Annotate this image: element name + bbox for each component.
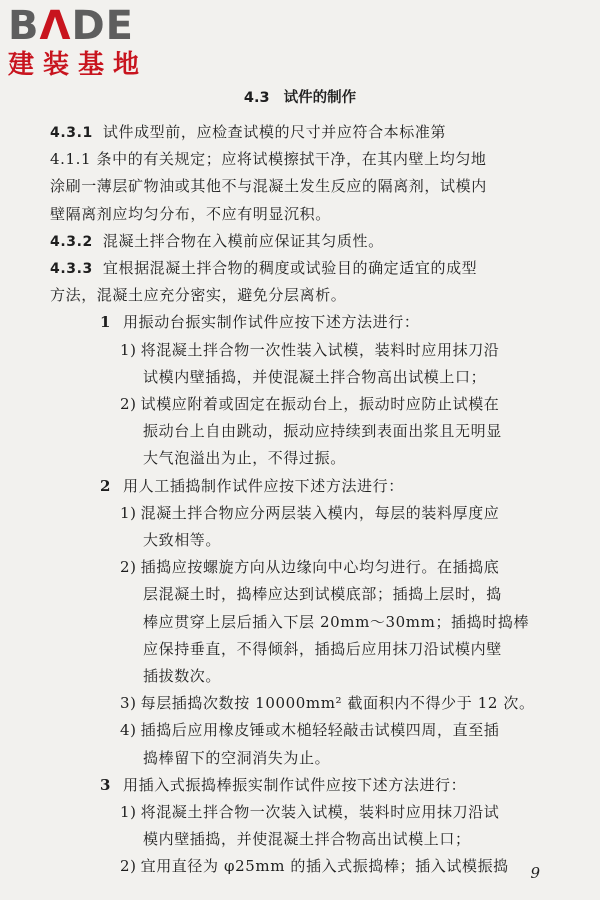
text-line: [100, 775, 466, 795]
sub-item-number: 2): [120, 395, 137, 413]
text-line: [120, 693, 535, 713]
line-text: 插捣后应用橡皮锤或木槌轻轻敲击试模四周，直至插: [140, 721, 500, 739]
line-text: 涂刷一薄层矿物油或其他不与混凝土发生反应的隔离剂，试模内: [50, 177, 487, 195]
text-line: [50, 149, 487, 169]
line-text: 大致相等。: [143, 531, 222, 549]
line-text: 用人工插捣制作试件应按下述方法进行：: [123, 477, 404, 495]
text-line: [143, 666, 221, 686]
text-line: [100, 312, 419, 332]
text-line: [120, 503, 499, 523]
sub-item-number: 1): [120, 341, 137, 359]
line-text: 4.1.1 条中的有关规定；应将试模擦拭干净，在其内壁上均匀地: [50, 150, 487, 168]
clause-number: 4.3.1: [50, 125, 93, 141]
text-line: [143, 639, 502, 659]
text-line: [120, 802, 499, 822]
logo-wordmark: BΛDE: [8, 3, 134, 49]
clause-number: 4.3.3: [50, 261, 93, 277]
text-line: [50, 204, 331, 224]
text-line: [143, 448, 346, 468]
line-text: 混凝土拌合物应分两层装入模内，每层的装料厚度应: [140, 504, 500, 522]
section-title: 试件的制作: [283, 90, 357, 106]
item-number: 1: [100, 313, 112, 331]
text-line: [50, 258, 477, 279]
line-text: 用振动台振实制作试件应按下述方法进行：: [123, 313, 420, 331]
bade-logo: [8, 4, 188, 80]
line-text: 壁隔离剂应均匀分布，不应有明显沉积。: [50, 205, 331, 223]
logo-subtitle: 建装基地: [8, 50, 149, 80]
line-text: 将混凝土拌合物一次性装入试模，装料时应用抹刀沿: [140, 341, 500, 359]
item-number: 2: [100, 477, 112, 495]
text-line: [143, 421, 502, 441]
text-line: [143, 367, 486, 387]
line-text: 用插入式振捣棒振实制作试件应按下述方法进行：: [123, 776, 467, 794]
line-text: 试件成型前，应检查试模的尺寸并应符合本标准第: [102, 123, 447, 141]
sub-item-number: 2): [120, 857, 137, 875]
text-line: [50, 122, 446, 143]
line-text: 试模内壁插捣，并使混凝土拌合物高出试模上口；: [143, 368, 487, 386]
line-text: 方法，混凝土应充分密实，避免分层离析。: [50, 286, 347, 304]
sub-item-number: 1): [120, 504, 137, 522]
text-line: [143, 748, 330, 768]
line-text: 振动台上自由跳动，振动应持续到表面出浆且无明显: [143, 422, 502, 440]
text-line: [120, 856, 509, 876]
line-text: 每层插捣次数按 10000mm² 截面积内不得少于 12 次。: [140, 694, 535, 712]
text-line: [143, 584, 502, 604]
text-line: [120, 557, 499, 577]
text-line: [50, 231, 384, 252]
line-text: 宜根据混凝土拌合物的稠度或试验目的确定适宜的成型: [102, 259, 478, 277]
page-number: 9: [530, 864, 540, 882]
text-line: [120, 720, 499, 740]
line-text: 捣棒留下的空洞消失为止。: [143, 749, 331, 767]
line-text: 大气泡溢出为止，不得过振。: [143, 449, 346, 467]
sub-item-number: 1): [120, 803, 137, 821]
item-number: 3: [100, 776, 112, 794]
sub-item-number: 2): [120, 558, 137, 576]
text-line: [100, 476, 404, 496]
text-line: [120, 340, 499, 360]
line-text: 应保持垂直，不得倾斜，插捣后应用抹刀沿试模内壁: [143, 640, 502, 658]
line-text: 插拔数次。: [143, 667, 222, 685]
line-text: 层混凝土时，捣棒应达到试模底部；插捣上层时，捣: [143, 585, 502, 603]
text-line: [50, 176, 487, 196]
line-text: 宜用直径为 φ25mm 的插入式振捣棒；插入试模振捣: [140, 857, 509, 875]
clause-number: 4.3.2: [50, 234, 93, 250]
text-line: [120, 394, 499, 414]
line-text: 插捣应按螺旋方向从边缘向中心均匀进行。在插捣底: [140, 558, 500, 576]
text-line: [143, 829, 471, 849]
line-text: 将混凝土拌合物一次装入试模，装料时应用抹刀沿试: [140, 803, 500, 821]
sub-item-number: 3): [120, 694, 137, 712]
section-heading: [0, 86, 600, 107]
line-text: 模内壁插捣，并使混凝土拌合物高出试模上口；: [143, 830, 471, 848]
text-line: [50, 285, 346, 305]
line-text: 试模应附着或固定在振动台上，振动时应防止试模在: [140, 395, 500, 413]
text-line: [143, 612, 529, 632]
sub-item-number: 4): [120, 721, 137, 739]
line-text: 混凝土拌合物在入模前应保证其匀质性。: [102, 232, 384, 250]
text-line: [143, 530, 221, 550]
section-number: 4.3: [243, 90, 270, 106]
line-text: 棒应贯穿上层后插入下层 20mm～30mm；插捣时捣棒: [143, 613, 530, 631]
